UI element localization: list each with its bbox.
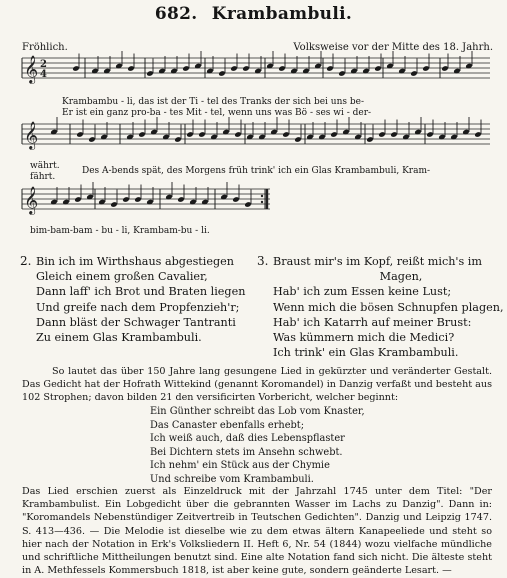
footer-paragraph: Das Lied erschien zuerst als Einzeldruck mit der Jahrzahl 1745 unter dem Titel: "Der Krambambulist. Ein Lobgedicht über die gebrannten Wasser im Lachs zu Danzig". Dann in: "Koromandels Nebenstündiger Zeitvertreib in Teutschen Gedichten". Danzig und Leipzig 1747. S. 413—436. — Die Melodie ist dieselbe wie zu dem etwas ältern Kanapeeliede und steht so hier nach der Notation in Erk's Volksliedern II. Heft 6, Nr. 54 (1844) wozu vielfache mündliche und schriftliche Mittheilungen benutzt sind. Eine alte Notation fand sich nicht. Die älteste steht in A. Methfessels Kommersbuch 1818, ist aber keine gute, sondern geänderte Lesart. — <box>22 486 492 577</box>
treble-clef: 𝄞 <box>24 55 39 83</box>
verse-3-number: 3. <box>257 254 269 268</box>
verse-2-text: Bin ich im Wirthshaus abgestiegen Gleich einem großen Cavalier, Dann laff' ich Brot und Braten liegen Und greife nach dem Propfenzieh'r; Dann bläst der Schwager Tantranti Zu einem Glas Krambambuli. <box>36 255 246 345</box>
song-title: Krambambuli. <box>211 4 353 24</box>
intro-paragraph: So lautet das über 150 Jahre lang gesungene Lied in gekürzter und veränderter Gestalt. Das Gedicht hat der Hofrath Wittekind (genannt Koromandel) in Danzig verfaßt und besteht aus 102 Strophen; davon bilden 21 den versificirten Vorbericht, welcher beginnt: <box>22 366 492 404</box>
treble-clef: 𝄞 <box>24 186 39 214</box>
verse-3-text: Braust mir's im Kopf, reißt mich's im Magen, Hab' ich zum Essen keine Lust; Wenn mich die bösen Schnupfen plagen, Hab' ich Katarrh auf meiner Brust: Was kümmern mich die Medici? Ich trink' ein Glas Krambambuli. <box>273 255 504 360</box>
verse-2 <box>20 254 31 269</box>
treble-clef: 𝄞 <box>24 121 39 149</box>
lyrics-line-2b: fährt. <box>30 172 56 182</box>
verse-3 <box>257 254 268 269</box>
tempo-marking: Fröhlich. <box>22 42 68 53</box>
lyrics-line-3: bim-bam-bam - bu - li, Krambam-bu - li. <box>30 226 210 236</box>
lyrics-line-2a: währt. <box>30 161 60 171</box>
quoted-stanza: Ein Günther schreibt das Lob vom Knaster, Das Canaster ebenfalls erhebt; Ich weiß auch, daß dies Lebenspflaster Bei Dichtern stets im Ansehn schwebt. Ich nehm' ein Stück aus der Chymie Und schreibe vom Krambambuli. <box>150 406 365 485</box>
repeat-dot <box>261 195 263 197</box>
time-signature-bottom: 4 <box>40 69 47 80</box>
repeat-dot <box>261 201 263 203</box>
verse-2-number: 2. <box>20 254 32 268</box>
time-signature-top: 2 <box>40 59 47 70</box>
sheet-music <box>0 0 507 240</box>
lyrics-line-1b: Er ist ein ganz pro-ba - tes Mit - tel, wenn uns was Bö - ses wi - der- <box>62 108 372 118</box>
song-number: 682. <box>154 4 198 24</box>
lyrics-line-1a: Krambambu - li, das ist der Ti - tel des Tranks der sich bei uns be- <box>62 97 364 107</box>
melody-origin: Volksweise vor der Mitte des 18. Jahrh. <box>293 42 493 53</box>
lyrics-line-2c: Des A-bends spät, des Morgens früh trink' ich ein Glas Krambambuli, Kram- <box>82 166 431 176</box>
